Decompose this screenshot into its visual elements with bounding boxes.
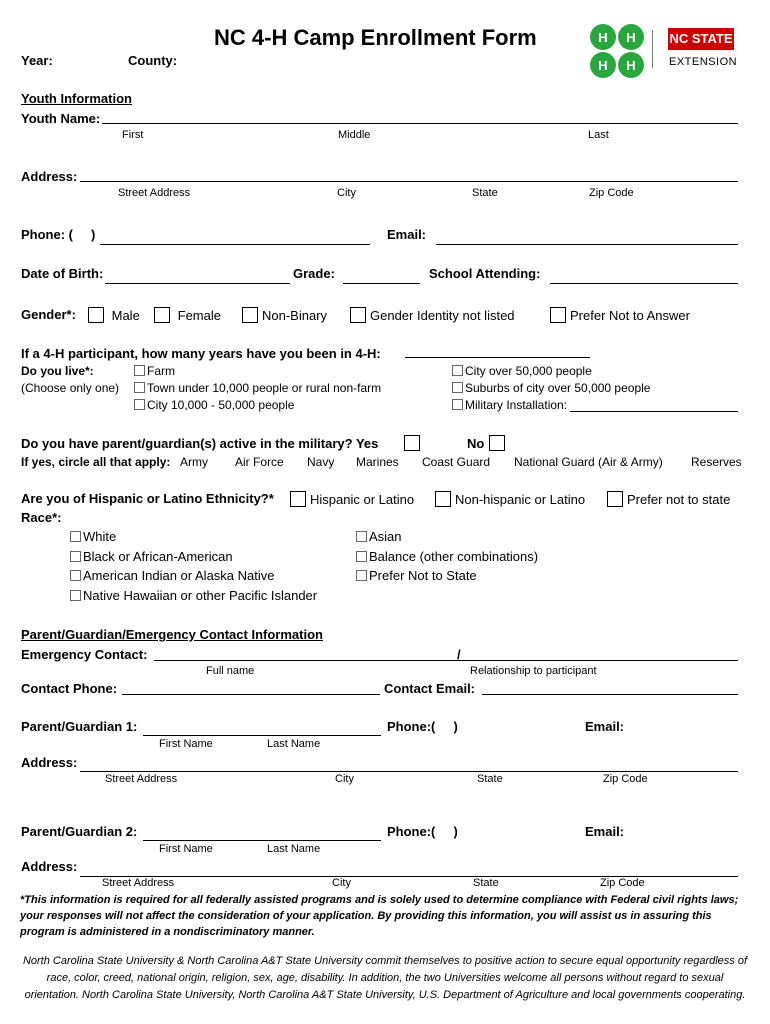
pg2-last-sublabel: Last Name — [267, 843, 321, 855]
emergency-slash: / — [457, 647, 461, 662]
pg1-last-sublabel: Last Name — [267, 738, 321, 750]
county-label: County: — [128, 53, 178, 68]
live-town-option[interactable]: Town under 10,000 people or rural non-farm — [134, 381, 381, 395]
contact-phone-label: Contact Phone: — [21, 681, 118, 696]
pg2-address-label: Address: — [21, 859, 78, 874]
pg1-address-line[interactable] — [80, 771, 738, 772]
hispanic-checkbox[interactable] — [290, 491, 306, 507]
emergency-contact-line[interactable] — [154, 660, 738, 661]
contact-email-line[interactable] — [482, 694, 738, 695]
pg2-label: Parent/Guardian 2: — [21, 824, 138, 839]
race-prefer-not-option[interactable]: Prefer Not to State — [356, 568, 477, 583]
pg2-first-sublabel: First Name — [159, 843, 213, 855]
pg1-email-label: Email: — [585, 719, 625, 734]
branch-national-guard[interactable]: National Guard (Air & Army) — [514, 455, 663, 469]
gender-nonbinary-option[interactable]: Non-Binary — [242, 307, 327, 323]
youth-email-line[interactable] — [436, 244, 738, 245]
live-city-large-option[interactable]: City over 50,000 people — [452, 364, 592, 378]
relationship-sublabel: Relationship to participant — [470, 665, 597, 677]
pg1-zip-sublabel: Zip Code — [603, 773, 648, 785]
nonbinary-checkbox[interactable] — [242, 307, 258, 323]
grade-line[interactable] — [343, 283, 420, 284]
pg2-zip-sublabel: Zip Code — [600, 877, 645, 889]
gender-male-option[interactable]: Male — [88, 307, 140, 323]
female-checkbox[interactable] — [154, 307, 170, 323]
pg1-name-line[interactable] — [143, 735, 381, 736]
military-no-checkbox[interactable] — [489, 435, 505, 451]
military-yes-checkbox[interactable] — [404, 435, 420, 451]
page-title: NC 4-H Camp Enrollment Form — [214, 25, 537, 50]
pg2-email-label: Email: — [585, 824, 625, 839]
zip-sublabel: Zip Code — [589, 187, 634, 199]
circle-label: If yes, circle all that apply: — [21, 455, 171, 469]
full-name-sublabel: Full name — [206, 665, 255, 677]
non-hispanic-checkbox[interactable] — [435, 491, 451, 507]
contact-phone-line[interactable] — [122, 694, 380, 695]
emergency-contact-label: Emergency Contact: — [21, 647, 148, 662]
youth-phone-line[interactable] — [100, 244, 370, 245]
pg2-name-line[interactable] — [143, 840, 381, 841]
youth-email-label: Email: — [387, 227, 427, 242]
contact-section-title: Parent/Guardian/Emergency Contact Information — [21, 627, 323, 642]
street-sublabel: Street Address — [118, 187, 191, 199]
pg2-city-sublabel: City — [332, 877, 351, 889]
contact-email-label: Contact Email: — [384, 681, 476, 696]
race-label: Race*: — [21, 510, 62, 525]
race-balance-option[interactable]: Balance (other combinations) — [356, 549, 538, 564]
clover-letter: H — [598, 30, 608, 45]
hispanic-yes-option[interactable]: Hispanic or Latino — [290, 491, 414, 507]
middle-sublabel: Middle — [338, 129, 371, 141]
state-sublabel: State — [472, 187, 498, 199]
civil-rights-disclaimer: *This information is required for all federally assisted programs and is solely used to determine compliance with Federal civil rights laws; your responses will not affect the consideration of your application. By providing this information, you will assist us in assuring this program is administered in a nondiscriminatory manner. — [20, 894, 739, 938]
dob-line[interactable] — [105, 283, 290, 284]
pg1-city-sublabel: City — [335, 773, 354, 785]
pg1-street-sublabel: Street Address — [105, 773, 178, 785]
military-installation-line[interactable] — [570, 411, 738, 412]
race-black-option[interactable]: Black or African-American — [70, 549, 233, 564]
hispanic-prefer-not-checkbox[interactable] — [607, 491, 623, 507]
school-label: School Attending: — [429, 266, 541, 281]
live-military-option[interactable]: Military Installation: — [452, 398, 567, 412]
clover-letter: H — [626, 30, 636, 45]
ncstate-logo: NC STATE — [668, 28, 734, 50]
race-native-american-option[interactable]: American Indian or Alaska Native — [70, 568, 274, 583]
hispanic-prefer-not-option[interactable]: Prefer not to state — [607, 491, 730, 507]
choose-one-note: (Choose only one) — [21, 381, 120, 395]
youth-section-title: Youth Information — [21, 91, 132, 106]
race-pacific-islander-option[interactable]: Native Hawaiian or other Pacific Islander — [70, 588, 317, 603]
youth-address-line[interactable] — [80, 181, 738, 182]
clover-letter: H — [626, 58, 636, 73]
military-question: Do you have parent/guardian(s) active in the military? Yes — [21, 436, 379, 451]
logo-divider — [652, 30, 653, 68]
school-line[interactable] — [550, 283, 738, 284]
extension-logo: EXTENSION — [669, 56, 738, 68]
4h-clover-icon — [588, 22, 646, 80]
live-city-small-option[interactable]: City 10,000 - 50,000 people — [134, 398, 294, 412]
youth-name-label: Youth Name: — [21, 111, 101, 126]
dob-label: Date of Birth: — [21, 266, 104, 281]
gender-label: Gender*: — [21, 307, 76, 322]
live-suburbs-option[interactable]: Suburbs of city over 50,000 people — [452, 381, 650, 395]
clover-letter: H — [598, 58, 608, 73]
race-white-option[interactable]: White — [70, 529, 116, 544]
military-no-label: No — [467, 436, 485, 451]
city-sublabel: City — [337, 187, 356, 199]
notlisted-checkbox[interactable] — [350, 307, 366, 323]
pg1-label: Parent/Guardian 1: — [21, 719, 138, 734]
year-label: Year: — [21, 53, 53, 68]
prefer-not-checkbox[interactable] — [550, 307, 566, 323]
gender-notlisted-option[interactable]: Gender Identity not listed — [350, 307, 515, 323]
pg2-state-sublabel: State — [473, 877, 499, 889]
branch-army[interactable]: Army — [180, 455, 208, 469]
equal-opportunity-statement: North Carolina State University & North Carolina A&T State University commit themselves to positive action to secure equal opportunity regardless of race, color, creed, national origin, religion, sex, age, disability. In addition, the two Universities welcome all persons without regard to sexual orientation. North Carolina State University, North Carolina A&T State University, U.S. Department of Agriculture and local governments cooperating. — [22, 955, 748, 1001]
years-question: If a 4-H participant, how many years have you been in 4-H: — [21, 346, 381, 361]
last-sublabel: Last — [588, 129, 609, 141]
hispanic-question: Are you of Hispanic or Latino Ethnicity?* — [21, 491, 274, 506]
live-farm-option[interactable]: Farm — [134, 364, 175, 378]
branch-air-force[interactable]: Air Force — [235, 455, 284, 469]
pg1-address-label: Address: — [21, 755, 78, 770]
branch-marines[interactable]: Marines — [356, 455, 399, 469]
branch-coast-guard[interactable]: Coast Guard — [422, 455, 491, 469]
branch-navy[interactable]: Navy — [307, 455, 335, 469]
youth-address-label: Address: — [21, 169, 78, 184]
race-asian-option[interactable]: Asian — [356, 529, 402, 544]
first-sublabel: First — [122, 129, 144, 141]
live-label: Do you live*: — [21, 364, 94, 378]
youth-name-line[interactable] — [102, 123, 738, 124]
gender-female-option[interactable]: Female — [154, 307, 221, 323]
branch-reserves[interactable]: Reserves — [691, 455, 742, 469]
pg2-street-sublabel: Street Address — [102, 877, 175, 889]
pg1-phone-label: Phone:( ) — [387, 719, 458, 734]
hispanic-no-option[interactable]: Non-hispanic or Latino — [435, 491, 585, 507]
pg1-state-sublabel: State — [477, 773, 503, 785]
gender-prefer-not-option[interactable]: Prefer Not to Answer — [550, 307, 690, 323]
years-line[interactable] — [405, 357, 590, 358]
youth-phone-label: Phone: ( ) — [21, 227, 96, 242]
grade-label: Grade: — [293, 266, 335, 281]
pg1-first-sublabel: First Name — [159, 738, 213, 750]
male-checkbox[interactable] — [88, 307, 104, 323]
pg2-phone-label: Phone:( ) — [387, 824, 458, 839]
